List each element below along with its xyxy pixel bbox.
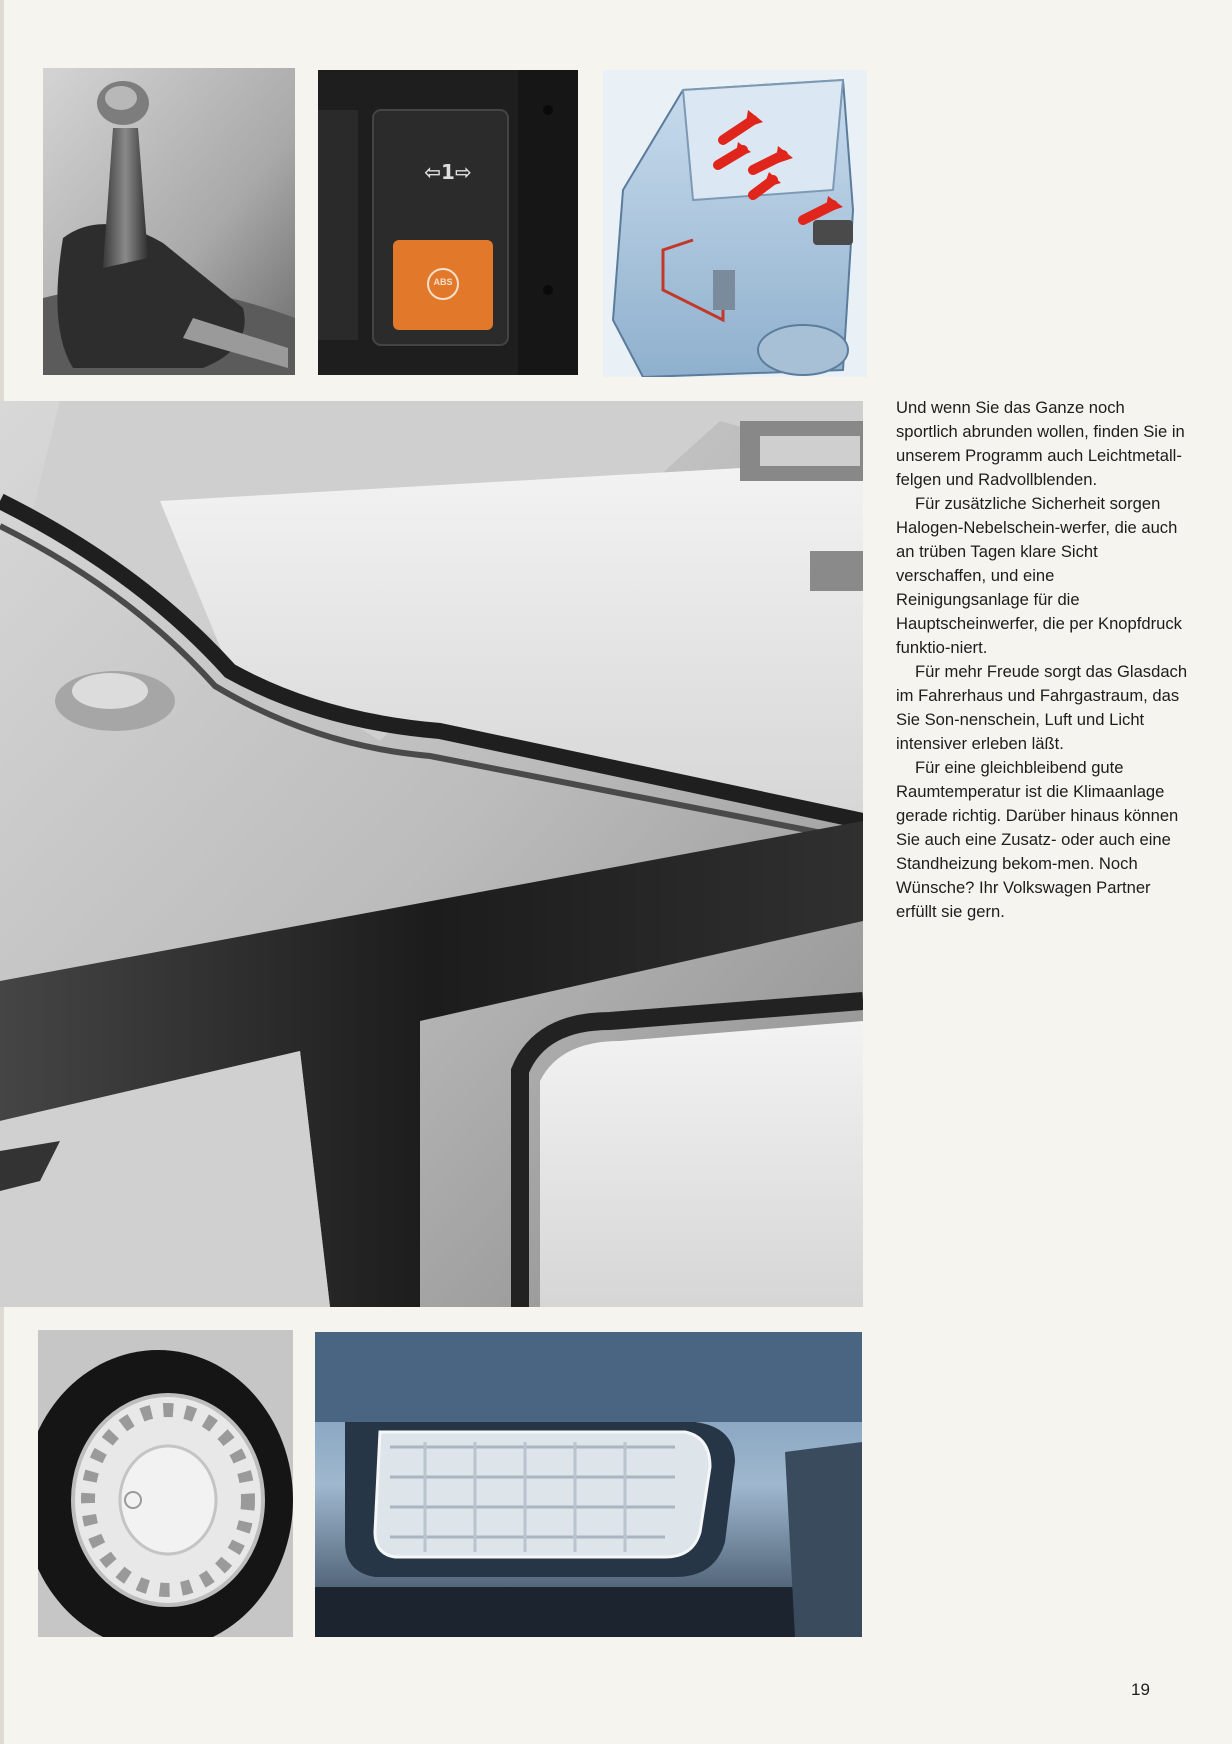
headlamp-washer-diagram [603,70,867,377]
paragraph-glass-roof: Für mehr Freude sorgt das Glasdach im Fahrerhaus und Fahrgastraum, das Sie Son-nenschein, Luft und Licht intensiver erleben läßt. [896,662,1188,753]
paragraph-air-conditioning: Für eine gleichbleibend gute Raumtemperatur ist die Klimaanlage gerade richtig. Darüber hinaus können Sie auch eine Zusatz- oder auch eine Standheizung bekom-men. Noch Wünsche? Ihr Volkswagen Partner erfüllt sie gern. [896,758,1179,921]
sunroof-interior-photo [0,401,863,1307]
gear-shifter-photo [43,68,295,375]
abs-switch-photo [318,70,578,375]
wheel-cover-photo [38,1330,293,1637]
abs-top-symbol: ⇦1⇨ [424,160,472,184]
body-text-column [896,396,1188,924]
page-number: 19 [1131,1680,1150,1699]
paragraph-fog-lights: Für zusätzliche Sicherheit sorgen Halogen-Nebelschein-werfer, die auch an trüben Tagen klare Sicht verschaffen, und eine Reinigungsanlage für die Hauptscheinwerfer, die per Knopfdruck funktio-niert. [896,494,1182,657]
paragraph-light-alloy-wheels: Und wenn Sie das Ganze noch sportlich abrunden wollen, finden Sie in unserem Programm auch Leichtmetall-felgen und Radvollblenden. [896,398,1185,489]
abs-button-label: ABS [433,277,453,287]
fog-lamp-photo [315,1332,862,1637]
